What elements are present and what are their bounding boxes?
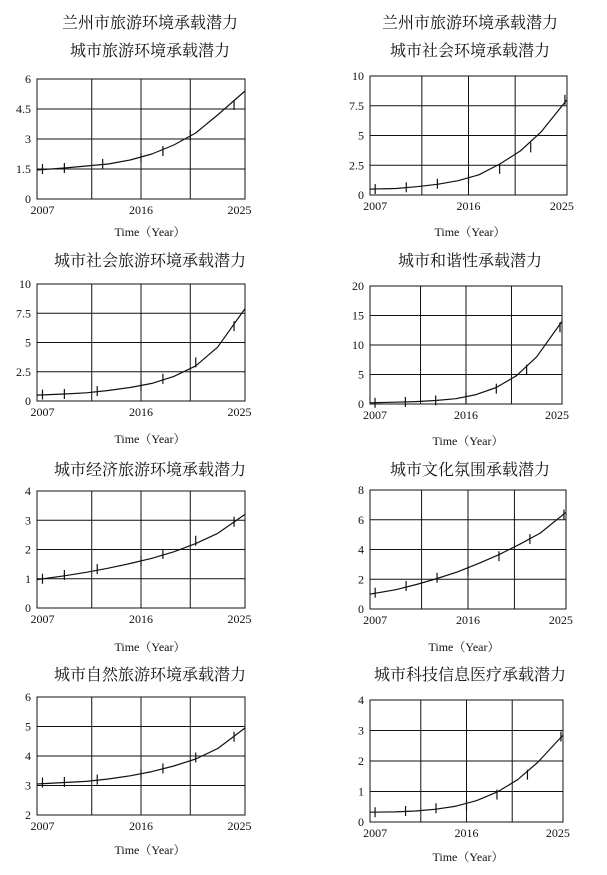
x-tick-label: 2007: [30, 819, 55, 833]
right-header: 兰州市旅游环境承载潜力: [381, 13, 558, 32]
y-tick-label: 8: [358, 483, 364, 497]
y-tick-label: 4.5: [16, 102, 31, 116]
x-axis-label: Time（Year）: [434, 225, 506, 239]
x-tick-label: 2007: [363, 613, 388, 627]
chart-title: 城市社会旅游环境承载潜力: [53, 251, 246, 270]
x-tick-label: 2016: [454, 408, 478, 422]
y-tick-label: 1: [25, 571, 31, 586]
y-tick-label: 4: [25, 749, 31, 763]
x-tick-label: 2025: [227, 405, 252, 419]
y-tick-label: 7.5: [16, 306, 31, 321]
y-tick-label: 15: [352, 308, 364, 323]
y-tick-label: 0: [25, 601, 31, 615]
y-tick-label: 5: [25, 335, 31, 350]
x-axis-label: Time（Year）: [114, 225, 186, 239]
x-tick-label: 2016: [129, 405, 153, 419]
y-tick-label: 6: [25, 690, 31, 704]
y-tick-label: 2.5: [349, 158, 364, 173]
y-tick-label: 10: [352, 69, 364, 83]
x-tick-label: 2025: [544, 408, 569, 422]
x-tick-label: 2007: [30, 203, 55, 217]
y-tick-label: 1: [358, 784, 364, 799]
x-tick-label: 2007: [30, 405, 55, 419]
y-tick-label: 5: [358, 367, 364, 382]
x-axis-label: Time（Year）: [114, 640, 186, 654]
y-tick-label: 3: [25, 513, 31, 528]
x-axis-label: Time（Year）: [114, 843, 186, 857]
y-tick-label: 0: [358, 397, 364, 411]
x-tick-label: 2007: [30, 612, 55, 626]
x-tick-label: 2016: [129, 612, 153, 626]
y-tick-label: 6: [358, 512, 364, 527]
y-tick-label: 0: [358, 602, 364, 616]
y-tick-label: 2: [25, 808, 31, 822]
y-tick-label: 0: [25, 192, 31, 206]
x-tick-label: 2007: [363, 199, 388, 213]
x-tick-label: 2025: [548, 613, 573, 627]
x-tick-label: 2025: [549, 199, 574, 213]
y-tick-label: 7.5: [349, 98, 364, 113]
chart-title: 城市经济旅游环境承载潜力: [53, 460, 246, 479]
y-tick-label: 5: [358, 128, 364, 143]
y-tick-label: 10: [352, 338, 364, 352]
x-axis-label: Time（Year）: [432, 850, 504, 864]
x-tick-label: 2016: [129, 819, 153, 833]
chart-title: 城市社会环境承载潜力: [389, 41, 550, 60]
y-tick-label: 5: [25, 719, 31, 734]
x-tick-label: 2016: [456, 613, 480, 627]
y-tick-label: 3: [25, 132, 31, 146]
y-tick-label: 4: [358, 693, 364, 707]
y-tick-label: 1.5: [16, 162, 31, 176]
chart-title: 城市旅游环境承载潜力: [69, 41, 230, 60]
y-tick-label: 10: [19, 277, 31, 291]
y-tick-label: 0: [358, 815, 364, 829]
chart-title: 城市自然旅游环境承载潜力: [53, 665, 246, 684]
y-tick-label: 2: [358, 572, 364, 587]
x-tick-label: 2016: [129, 203, 153, 217]
y-tick-label: 4: [25, 484, 31, 498]
y-tick-label: 0: [25, 394, 31, 408]
y-tick-label: 3: [25, 778, 31, 793]
y-tick-label: 6: [25, 72, 31, 86]
x-axis-label: Time（Year）: [432, 434, 504, 448]
y-tick-label: 2.5: [16, 364, 31, 379]
y-tick-label: 20: [352, 279, 364, 293]
x-tick-label: 2007: [363, 408, 388, 422]
chart-title: 城市和谐性承载潜力: [397, 251, 542, 270]
y-tick-label: 3: [358, 723, 364, 738]
y-tick-label: 0: [358, 188, 364, 202]
x-axis-label: Time（Year）: [428, 640, 500, 654]
chart-title: 城市文化氛围承载潜力: [389, 460, 550, 479]
chart-title: 城市科技信息医疗承载潜力: [373, 665, 566, 684]
x-axis-label: Time（Year）: [114, 432, 186, 446]
x-tick-label: 2016: [456, 199, 481, 213]
y-tick-label: 2: [358, 754, 364, 768]
y-tick-label: 4: [358, 542, 364, 557]
y-tick-label: 2: [25, 542, 31, 557]
x-tick-label: 2025: [227, 612, 252, 626]
x-tick-label: 2025: [227, 819, 252, 833]
x-tick-label: 2025: [545, 826, 570, 840]
left-header: 兰州市旅游环境承载潜力: [61, 13, 238, 32]
x-tick-label: 2016: [454, 826, 479, 840]
x-tick-label: 2025: [227, 203, 252, 217]
x-tick-label: 2007: [363, 826, 388, 840]
